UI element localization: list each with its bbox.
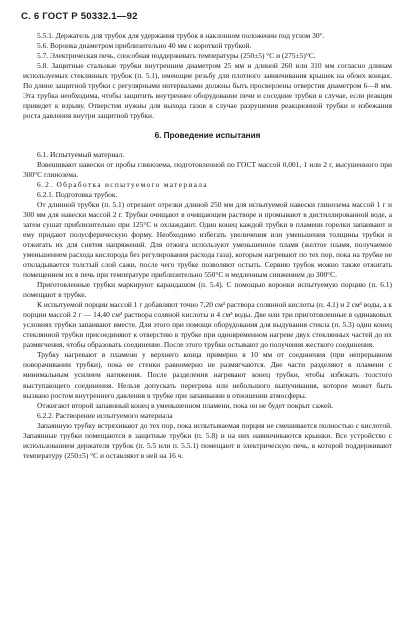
paragraph-6-2: 6.2. Обработка испытуемого материала bbox=[37, 180, 208, 190]
paragraph-5-8: 5.8. Защитные стальные трубки внутренним диаметром 25 мм и длиной 260 или 310 мм согласно длинам используемых стеклянных трубок (п. 5.1), имеющие резьбу для плотного завинчивания крышек на обоих концах. По длине защитной трубки с регулярными интервалами должны быть просверлены отверстия диаметром 6—8 мм. Эта трубка необходима, чтобы защитить внутреннее оборудование печи и соседние трубки в случае, если реакция приведет к взрыву. Отверстия нужны для выхода газов в случае разрушения реакционной трубки и избежания роста давления внутри защитной трубки. bbox=[23, 61, 392, 121]
paragraph-5-7: 5.7. Электрическая печь, способная поддерживать температуры (250±5) °С и (275±5)°С. bbox=[37, 51, 316, 61]
page-header: С. 6 ГОСТ Р 50332.1—92 bbox=[21, 11, 138, 22]
paragraph-6-1-body: Взвешивают навески от пробы глинозема, подготовленной по ГОСТ массой 0,001, 1 или 2 г, высушенного при 300°С глинозема. bbox=[23, 160, 392, 180]
paragraph-dissolution: Запаянную трубку встряхивают до тех пор, пока испытываемая порция не смешивается полностью с кислотой. Запаянные трубки помещаются в защитные трубки (п. 5.8) и на них навинчиваются крышки. Все устройство с использованием держателя трубок (п. 5.5 или п. 5.5.1) помещают в электрическую печь, в которой поддерживают температуру (250±5) °С и оставляют в ней на 16 ч. bbox=[23, 420, 392, 460]
paragraph-5-6: 5.6. Воронка диаметром приблизительно 40 мм с короткой трубкой. bbox=[37, 41, 252, 51]
paragraph-marking: Приготовленные трубки маркируют карандашом (п. 5.4). С помощью воронки испытуемую порцию (п. 6.1) помещают в трубке. bbox=[23, 280, 392, 300]
paragraph-6-2-2: 6.2.2. Растворение испытуемого материала bbox=[37, 410, 173, 420]
paragraph-tube-prep: От длинной трубки (п. 5.1) отрезают отрезки длиной 250 мм для испытуемой навески глинозема массой 1 г и 300 мм для навески массой 2 г. Трубки очищают в очищающем растворе и промывают в дистиллированной воде, а затем сушат приблизительно при 125°С и охлаждают. Один конец каждой трубки в пламени горелки запаивают и ему придают полусферическую форму. Необходимо избегать увеличения или уменьшения толщины трубки и отжигать их для снятия напряжений. Для отжига используют уменьшенное пламя (желтое пламя, получаемое уменьшением расхода кислорода без регулирования расхода газа), которым нагревают по тех пор, пока на трубке не откладывается толстый слой сажи, после чего трубке позволяют остыть. Сервию трубок можно также отжигать помещением их в печь при температуре приблизительно 550°С и медленным снижением до 300°С. bbox=[23, 200, 392, 280]
paragraph-heating: Трубку нагревают в пламени у верхнего конца примерно в 10 мм от соединения (при непрерывном поворачивании трубки), пока ее стенки равномерно не размягчаются. Две части разделяют в пламени с минимальным усилием натяжения. После разделения нагревают конец трубки, чтобы избежать толстого выступающего соединения. Нельзя допускать перегрева или небольшого выпучивания, которое может быть вызвано ростом внутреннего давления в трубке при запаивании в отношении атмосферы. bbox=[23, 350, 392, 400]
paragraph-5-5-1: 5.5.1. Держатель для трубок для удержания трубок в наклонном положении под углом 30°. bbox=[37, 31, 325, 40]
paragraph-annealing: Отжигают второй запаянный конец в уменьшенном пламени, пока он не будет покрыт сажей. bbox=[37, 400, 334, 410]
paragraph-6-2-1: 6.2.1. Подготовка трубок. bbox=[37, 190, 118, 200]
section-title: 6. Проведение испытания bbox=[154, 131, 261, 141]
paragraph-acid: К испытуемой порции массой 1 г добавляют точно 7,20 см³ раствора солянной кислоты (п. 4.1) и 2 см³ воды, а к порции массой 2 г — 14,40 см³ раствора соляной кислоты и 4 см³ воды. Две или три приготовленные в одинаковых условиях трубки запаивают вместе. Для этого при помощи оборудования для выдувания стекла (п. 5.3) один конец стеклянной трубки присоединяют к отверстию в трубке при одновременном нагреве двух стеклянных частей до их размягчения, чтобы образовать соединение. После этого трубки остывают до получения жесткого соединения. bbox=[23, 300, 392, 350]
paragraph-6-1: 6.1. Испытуемый материал. bbox=[37, 150, 125, 160]
